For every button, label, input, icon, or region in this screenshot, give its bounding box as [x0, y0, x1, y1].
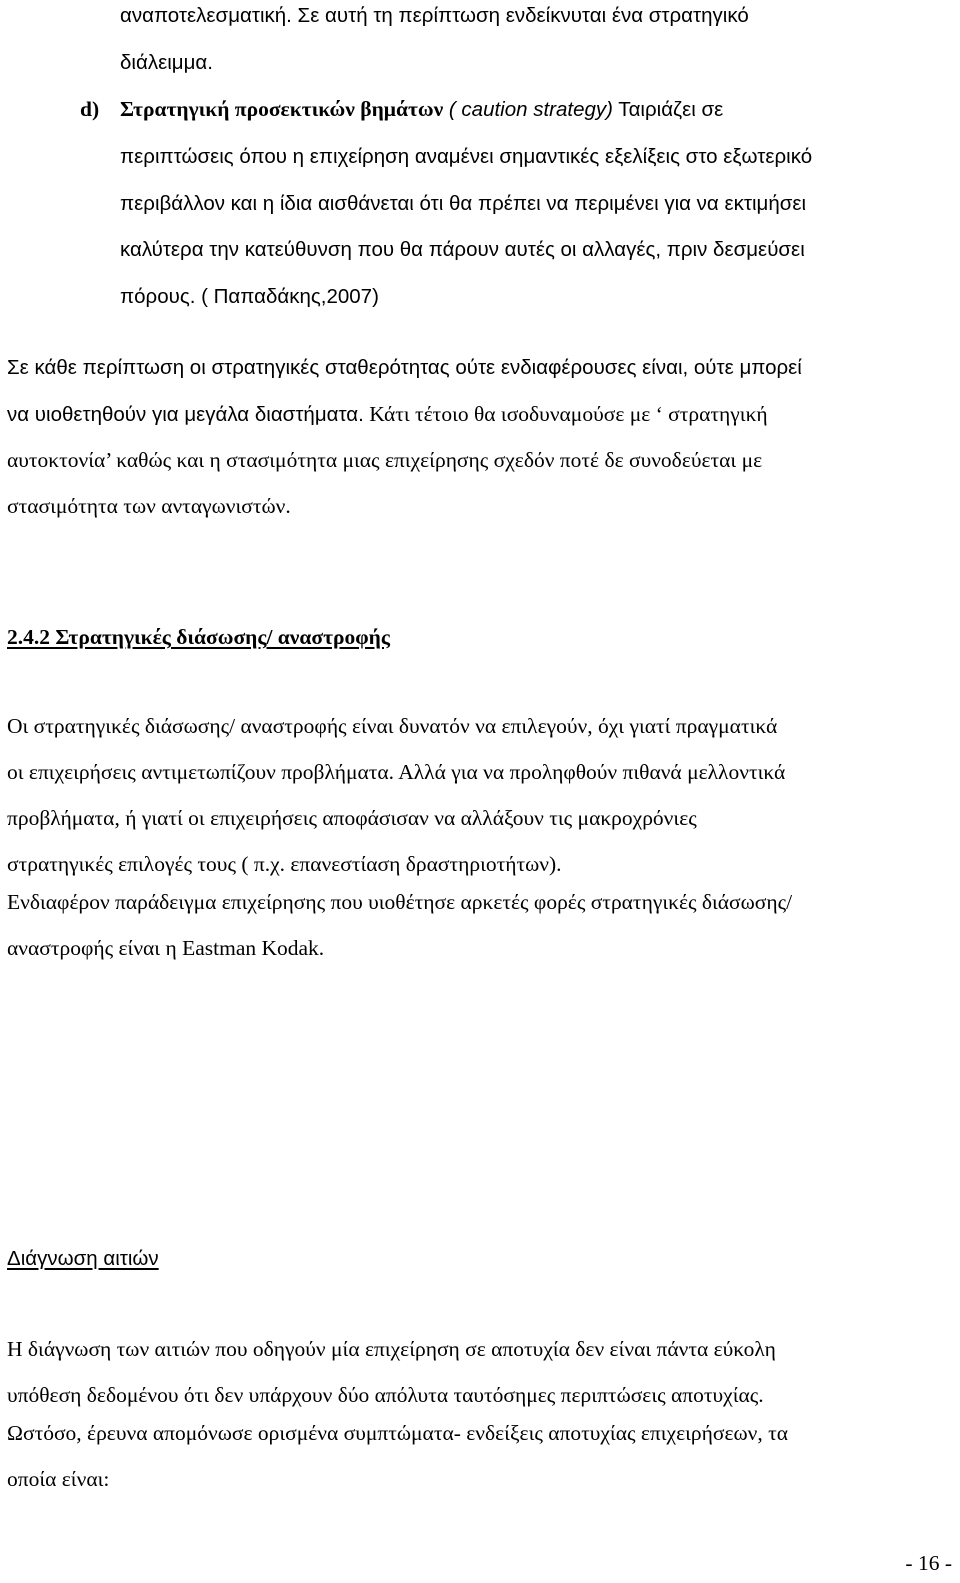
list-label: d) — [80, 97, 100, 121]
text-line: αναστροφής είναι η Eastman Kodak. — [7, 936, 325, 960]
text-line: αυτοκτονία’ καθώς και η στασιμότητα μιας επιχείρησης σχεδόν ποτέ δε συνοδεύεται με — [7, 448, 763, 472]
text-line: Σε κάθε περίπτωση οι στρατηγικές σταθερότητας ούτε ενδιαφέρουσες είναι, ούτε μπορεί — [7, 356, 802, 379]
text-line: να υιοθετηθούν για μεγάλα διαστήματα. Κάτι τέτοιο θα ισοδυναμούσε με ‘ στρατηγική — [7, 402, 768, 426]
text-line: διάλειμμα. — [120, 51, 213, 74]
page-number: - 16 - — [905, 1551, 952, 1575]
text-line: Η διάγνωση των αιτιών που οδηγούν μία επιχείρηση σε αποτυχία δεν είναι πάντα εύκολη — [7, 1337, 776, 1361]
subheading: Διάγνωση αιτιών — [7, 1247, 159, 1270]
text-line: προβλήματα, ή γιατί οι επιχειρήσεις αποφάσισαν να αλλάξουν τις μακροχρόνιες — [7, 806, 697, 830]
text-line: περιβάλλον και η ίδια αισθάνεται ότι θα πρέπει να περιμένει για να εκτιμήσει — [120, 192, 807, 215]
list-item-title-line — [120, 96, 723, 125]
text-line: Οι στρατηγικές διάσωσης/ αναστροφής είναι δυνατόν να επιλεγούν, όχι γιατί πραγματικά — [7, 714, 778, 738]
text-line: πόρους. ( Παπαδάκης,2007) — [120, 285, 379, 308]
text-line: αναποτελεσματική. Σε αυτή τη περίπτωση ενδείκνυται ένα στρατηγικό — [120, 4, 749, 27]
text-line: υπόθεση δεδομένου ότι δεν υπάρχουν δύο απόλυτα ταυτόσημες περιπτώσεις αποτυχίας. — [7, 1383, 764, 1407]
text-line: στασιμότητα των ανταγωνιστών. — [7, 494, 291, 518]
text-line: Ενδιαφέρον παράδειγμα επιχείρησης που υιοθέτησε αρκετές φορές στρατηγικές διάσωσης/ — [7, 890, 793, 914]
text-line: οι επιχειρήσεις αντιμετωπίζουν προβλήματα. Αλλά για να προληφθούν πιθανά μελλοντικά — [7, 760, 786, 784]
text-line: οποία είναι: — [7, 1467, 110, 1491]
list-item-d — [80, 96, 99, 123]
section-heading: 2.4.2 Στρατηγικές διάσωσης/ αναστροφής — [7, 625, 390, 649]
list-item-text: Ταιριάζει σε — [612, 98, 724, 121]
list-item-title-english: ( caution strategy) — [443, 98, 613, 121]
text-line: περιπτώσεις όπου η επιχείρηση αναμένει σημαντικές εξελίξεις στο εξωτερικό — [120, 145, 813, 168]
list-item-title: Στρατηγική προσεκτικών βημάτων — [120, 97, 444, 121]
text-line: Ωστόσο, έρευνα απομόνωσε ορισμένα συμπτώματα- ενδείξεις αποτυχίας επιχειρήσεων, τα — [7, 1421, 789, 1445]
text-line: στρατηγικές επιλογές τους ( π.χ. επανεστίαση δραστηριοτήτων). — [7, 852, 562, 876]
text-line: καλύτερα την κατεύθυνση που θα πάρουν αυτές οι αλλαγές, πριν δεσμεύσει — [120, 238, 805, 261]
